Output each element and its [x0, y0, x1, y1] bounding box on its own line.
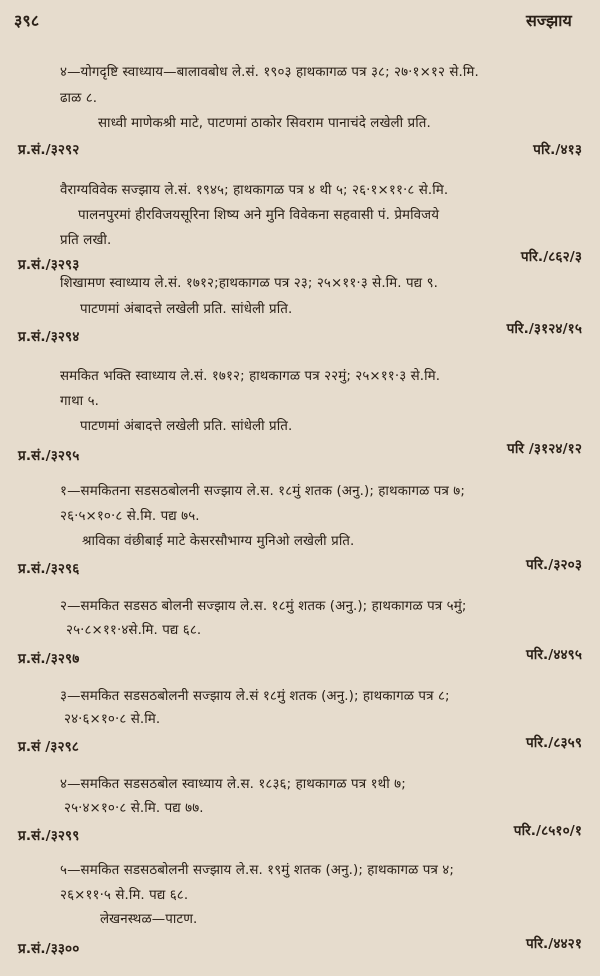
- accession-number: प्र.सं./३२९२: [18, 142, 80, 158]
- accession-number: प्र.सं./३२९५: [18, 448, 80, 464]
- entry-line: पाटणमां अंबादत्ते लखेली प्रति. सांधेली प्रति.: [80, 419, 293, 434]
- running-title: सज्झाय: [526, 11, 572, 30]
- pari-reference: परि./८३५९: [525, 735, 582, 751]
- pari-reference: परि./३२०३: [525, 557, 582, 573]
- entry-line: ४—समकित सडसठबोल स्वाध्याय ले.स. १८३६; हाथकागळ पत्र १थी ७;: [60, 777, 406, 792]
- entry-line: वैराग्यविवेक सज्झाय ले.सं. १९४५; हाथकागळ पत्र ४ थी ५; २६·१×११·८ से.मि.: [60, 183, 449, 198]
- entry-line: ३—समकित सडसठबोलनी सज्झाय ले.सं १८मुं शतक (अनु.); हाथकागळ पत्र ८;: [60, 689, 450, 704]
- accession-number: प्र.सं./३२९६: [18, 561, 80, 577]
- accession-number: प्र.सं./३२९४: [18, 329, 80, 345]
- page-number: ३९८: [14, 11, 40, 30]
- pari-reference: परि./४४२१: [525, 936, 582, 952]
- pari-reference: परि./८६२/३: [520, 249, 582, 265]
- accession-number: प्र.सं./३३००: [18, 941, 80, 957]
- pari-reference: परि./४१३: [533, 142, 582, 158]
- pari-reference: परि /३१२४/१२: [507, 441, 582, 457]
- entry-line: गाथा ५.: [60, 394, 100, 409]
- entry-line: प्रति लखी.: [60, 233, 112, 248]
- entry-line: २४·६×१०·८ से.मि.: [64, 712, 161, 727]
- accession-number: प्र.सं./३२९७: [18, 651, 80, 667]
- entry-line: २५·४×१०·८ से.मि. पद्य ७७.: [64, 801, 204, 816]
- accession-number: प्र.सं./३२९९: [18, 828, 80, 844]
- entry-line: २६×११·५ से.मि. पद्य ६८.: [60, 888, 189, 903]
- entry-line: २५·८×११·४से.मि. पद्य ६८.: [66, 623, 202, 638]
- entry-line: शिखामण स्वाध्याय ले.सं. १७१२;हाथकागळ पत्र २३; २५×११·३ से.मि. पद्य ९.: [60, 276, 438, 291]
- entry-line: ४—योगदृष्टि स्वाध्याय—बालावबोध ले.सं. १९०३ हाथकागळ पत्र ३८; २७·१×१२ से.मि.: [60, 65, 479, 80]
- entry-line: साध्वी माणेकश्री माटे, पाटणमां ठाकोर सिवराम पानाचंदे लखेली प्रति.: [98, 116, 431, 131]
- pari-reference: परि./३१२४/१५: [506, 321, 582, 337]
- entry-line: पाटणमां अंबादत्ते लखेली प्रति. सांधेली प्रति.: [80, 302, 293, 317]
- entry-line: ढाळ ८.: [60, 91, 98, 106]
- entry-line: ५—समकित सडसठबोलनी सज्झाय ले.स. १९मुं शतक (अनु.); हाथकागळ पत्र ४;: [60, 863, 454, 878]
- accession-number: प्र.सं./३२९३: [18, 257, 80, 273]
- entry-line: पालनपुरमां हीरविजयसूरिना शिष्य अने मुनि विवेकना सहवासी पं. प्रेमविजये: [78, 208, 440, 223]
- accession-number: प्र.सं /३२९८: [18, 739, 79, 755]
- entry-line: लेखनस्थळ—पाटण.: [100, 912, 198, 927]
- entry-line: श्राविका वंछीबाई माटे केसरसौभाग्य मुनिओ लखेली प्रति.: [82, 534, 355, 549]
- entry-line: समकित भक्ति स्वाध्याय ले.सं. १७१२; हाथकागळ पत्र २२मुं; २५×११·३ से.मि.: [60, 369, 441, 384]
- pari-reference: परि./४४९५: [525, 647, 582, 663]
- entry-line: २६·५×१०·८ से.मि. पद्य ७५.: [60, 509, 200, 524]
- entry-line: २—समकित सडसठ बोलनी सज्झाय ले.स. १८मुं शतक (अनु.); हाथकागळ पत्र ५मुं;: [60, 599, 467, 614]
- pari-reference: परि./८५१०/१: [513, 823, 582, 839]
- entry-line: १—समकितना सडसठबोलनी सज्झाय ले.स. १८मुं शतक (अनु.); हाथकागळ पत्र ७;: [60, 484, 465, 499]
